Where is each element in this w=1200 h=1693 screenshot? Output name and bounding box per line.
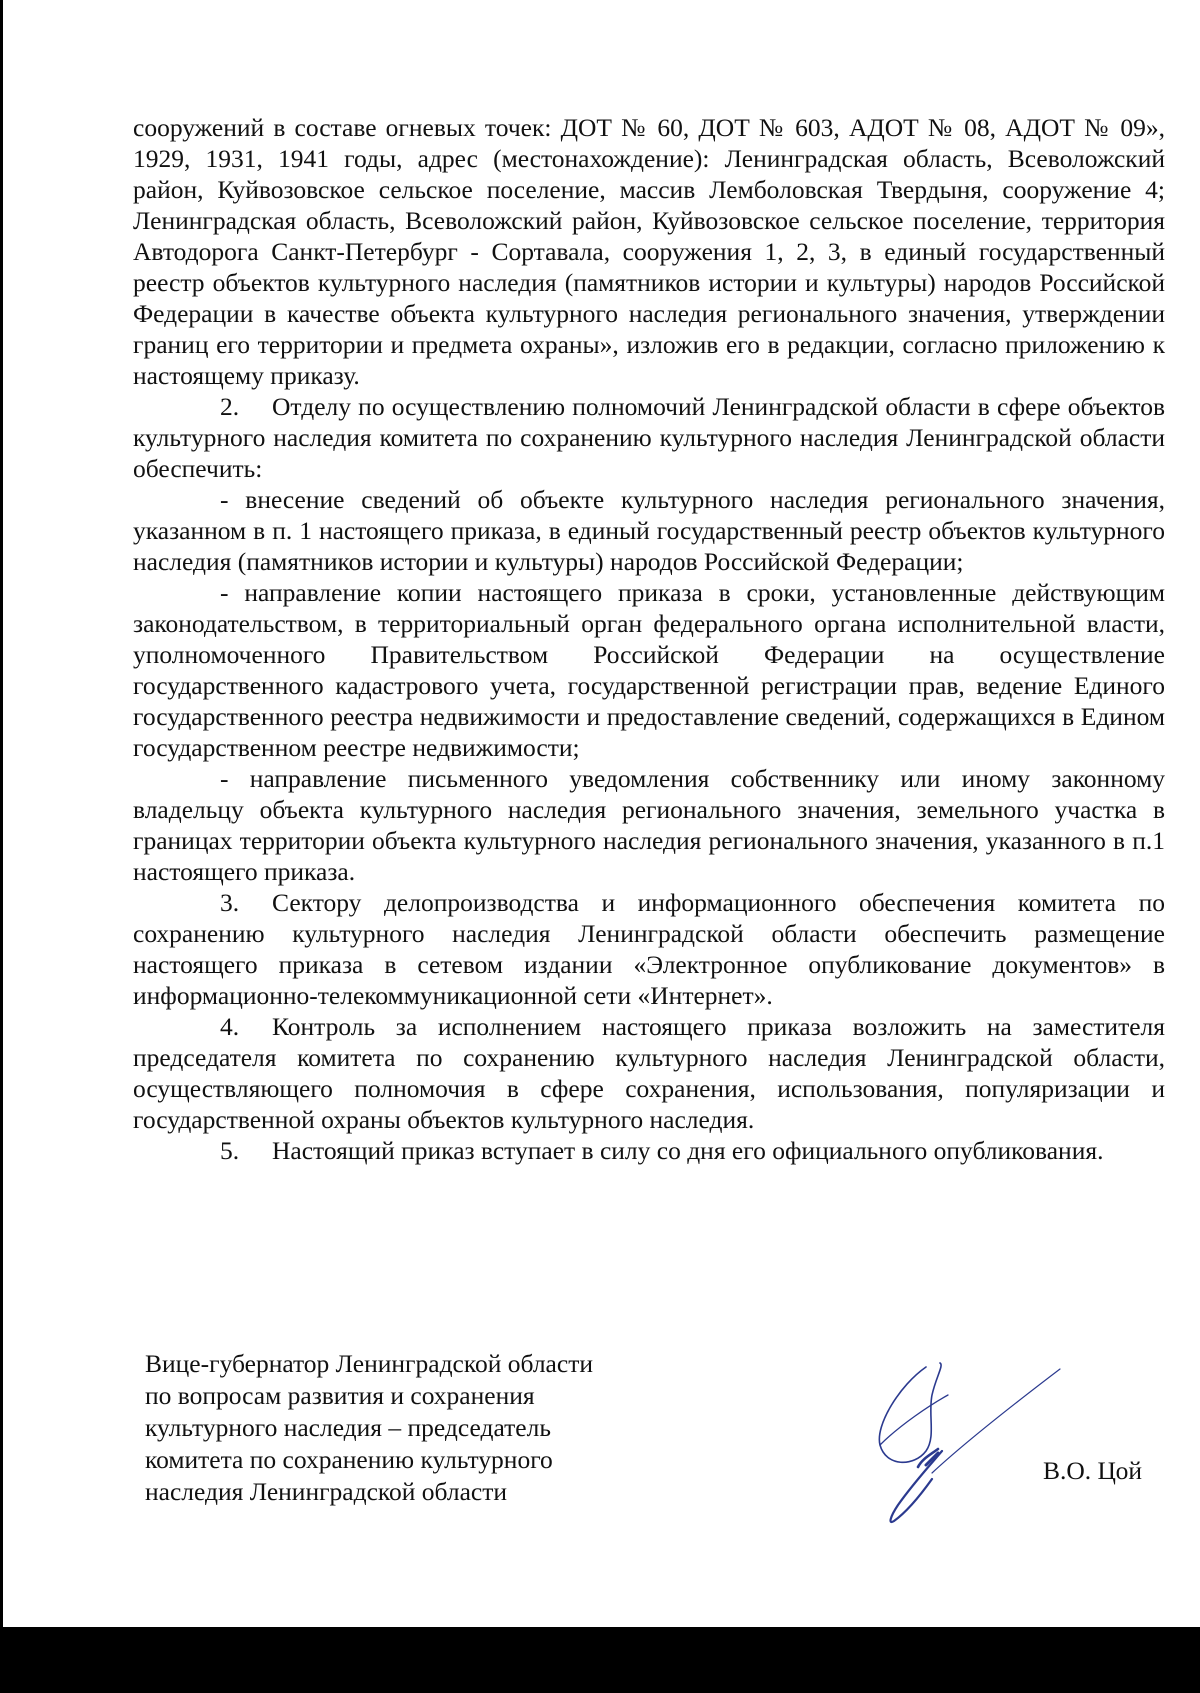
signatory-title xyxy=(145,1348,665,1508)
document-body xyxy=(133,112,1165,1166)
signer-name: В.О. Цой xyxy=(1043,1456,1143,1485)
paragraph-number: 5. xyxy=(220,1136,240,1165)
paragraph-text: Отделу по осуществлению полномочий Ленинградской области в сфере объектов культурного наследия комитета по сохранению культурного наследия Ленинградской области обеспечить: xyxy=(133,392,1165,483)
paragraph-text: Контроль за исполнением настоящего приказа возложить на заместителя председателя комитета по сохранению культурного наследия Ленинградской области, осуществляющего полномочия в сфере сохранения, использования, популяризации и государственной охраны объектов культурного наследия. xyxy=(133,1012,1165,1134)
paragraph-text: сооружений в составе огневых точек: ДОТ № 60, ДОТ № 603, АДОТ № 08, АДОТ № 09», 1929, 1931, 1941 годы, адрес (местонахождение): Ленинградская область, Всеволожский район, Куйвозовское сельское поселение, массив Лемболовская Твердыня, сооружение 4; Ленинградская область, Всеволожский район, Куйвозовское сельское поселение, территория Автодорога Санкт-Петербург - Сортавала, сооружения 1, 2, 3, в единый государственный реестр объектов культурного наследия (памятников истории и культуры) народов Российской Федерации в качестве объекта культурного наследия регионального значения, утверждении границ его территории и предмета охраны», изложив его в редакции, согласно приложению к настоящему приказу. xyxy=(133,113,1165,390)
signatory-title-line: наследия Ленинградской области xyxy=(145,1477,508,1506)
paragraph-number: 2. xyxy=(220,392,240,421)
signatory-title-line: культурного наследия – председатель xyxy=(145,1413,551,1442)
signatory-title-line: комитета по сохранению культурного xyxy=(145,1445,553,1474)
paragraph-text: - направление копии настоящего приказа в сроки, установленные действующим законодательством, в территориальный орган федерального органа исполнительной власти, уполномоченного Правительством Российской Федерации на осуществление государственного кадастрового учета, государственной регистрации прав, ведение Единого государственного реестра недвижимости и предоставление сведений, содержащихся в Едином государственном реестре недвижимости; xyxy=(133,578,1165,762)
paragraph-number: 3. xyxy=(220,888,240,917)
list-item-owner-notice xyxy=(133,763,1165,887)
paragraph-item-4 xyxy=(133,1011,1165,1135)
handwritten-signature xyxy=(860,1355,1070,1535)
paragraph-text: - внесение сведений об объекте культурного наследия регионального значения, указанном в п. 1 настоящего приказа, в единый государственный реестр объектов культурного наследия (памятников истории и культуры) народов Российской Федерации; xyxy=(133,485,1165,576)
paragraph-item-5 xyxy=(133,1135,1165,1166)
paragraph-item-2 xyxy=(133,391,1165,484)
list-item-copy-direction xyxy=(133,577,1165,763)
list-item-register-entry xyxy=(133,484,1165,577)
paragraph-item-3 xyxy=(133,887,1165,1011)
paragraph-text: - направление письменного уведомления собственнику или иному законному владельцу объекта культурного наследия регионального значения, земельного участка в границах территории объекта культурного наследия регионального значения, указанного в п.1 настоящего приказа. xyxy=(133,764,1165,886)
paragraph-text: Сектору делопроизводства и информационного обеспечения комитета по сохранению культурного наследия Ленинградской области обеспечить размещение настоящего приказа в сетевом издании «Электронное опубликование документов» в информационно-телекоммуникационной сети «Интернет». xyxy=(133,888,1165,1010)
signatory-title-line: Вице-губернатор Ленинградской области xyxy=(145,1349,593,1378)
signatory-title-line: по вопросам развития и сохранения xyxy=(145,1381,535,1410)
paragraph-text: Настоящий приказ вступает в силу со дня его официального опубликования. xyxy=(272,1136,1104,1165)
paragraph-continuation xyxy=(133,112,1165,391)
paragraph-number: 4. xyxy=(220,1012,240,1041)
scan-left-edge xyxy=(0,0,3,1693)
scan-bottom-border xyxy=(0,1627,1200,1693)
